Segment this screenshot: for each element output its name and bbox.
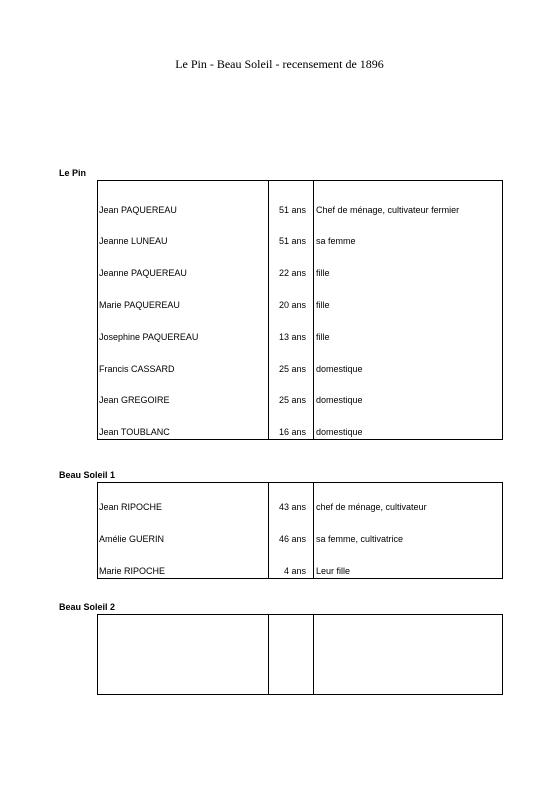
person-name: Marie RIPOCHE [99, 566, 166, 576]
table-row [98, 564, 502, 578]
person-role: domestique [316, 395, 363, 405]
person-age: 20 ans [278, 300, 306, 310]
person-role: sa femme, cultivatrice [316, 534, 404, 544]
section-heading-le-pin: Le Pin [59, 168, 87, 178]
person-age: 22 ans [278, 268, 306, 278]
person-name: Francis CASSARD [99, 364, 175, 374]
table-row [98, 203, 502, 217]
person-age: 13 ans [278, 332, 306, 342]
person-name: Amélie GUERIN [99, 534, 165, 544]
person-age: 25 ans [278, 364, 306, 374]
table-row [98, 234, 502, 248]
person-name: Jean TOUBLANC [99, 427, 170, 437]
person-role: Chef de ménage, cultivateur fermier [316, 205, 460, 215]
person-role: fille [316, 300, 330, 310]
page-title: Le Pin - Beau Soleil - recensement de 1896 [175, 57, 384, 71]
table-row [98, 500, 502, 514]
person-age: 25 ans [278, 395, 306, 405]
table-row [98, 298, 502, 312]
table-row [98, 393, 502, 407]
person-role: sa femme [316, 236, 356, 246]
table-row [98, 266, 502, 280]
person-age: 46 ans [278, 534, 306, 544]
person-name: Jean GREGOIRE [99, 395, 170, 405]
person-name: Jean RIPOCHE [99, 502, 163, 512]
census-table-beau-soleil-1 [97, 482, 503, 579]
person-name: Josephine PAQUEREAU [99, 332, 199, 342]
person-name: Jeanne PAQUEREAU [99, 268, 187, 278]
census-table-beau-soleil-2 [97, 614, 503, 695]
section-heading-beau-soleil-1: Beau Soleil 1 [59, 470, 116, 480]
person-name: Marie PAQUEREAU [99, 300, 180, 310]
table-row [98, 532, 502, 546]
person-role: Leur fille [316, 566, 351, 576]
person-age: 43 ans [278, 502, 306, 512]
census-table-le-pin [97, 180, 503, 440]
person-role: chef de ménage, cultivateur [316, 502, 427, 512]
person-name: Jeanne LUNEAU [99, 236, 168, 246]
person-role: domestique [316, 364, 363, 374]
table-row [98, 330, 502, 344]
person-age: 16 ans [278, 427, 306, 437]
section-heading-beau-soleil-2: Beau Soleil 2 [59, 602, 116, 612]
column-divider [313, 615, 314, 694]
column-divider [268, 615, 269, 694]
table-row [98, 425, 502, 439]
table-row [98, 362, 502, 376]
person-role: domestique [316, 427, 363, 437]
person-role: fille [316, 268, 330, 278]
person-age: 51 ans [278, 205, 306, 215]
person-name: Jean PAQUEREAU [99, 205, 177, 215]
person-age: 51 ans [278, 236, 306, 246]
person-age: 4 ans [283, 566, 306, 576]
person-role: fille [316, 332, 330, 342]
